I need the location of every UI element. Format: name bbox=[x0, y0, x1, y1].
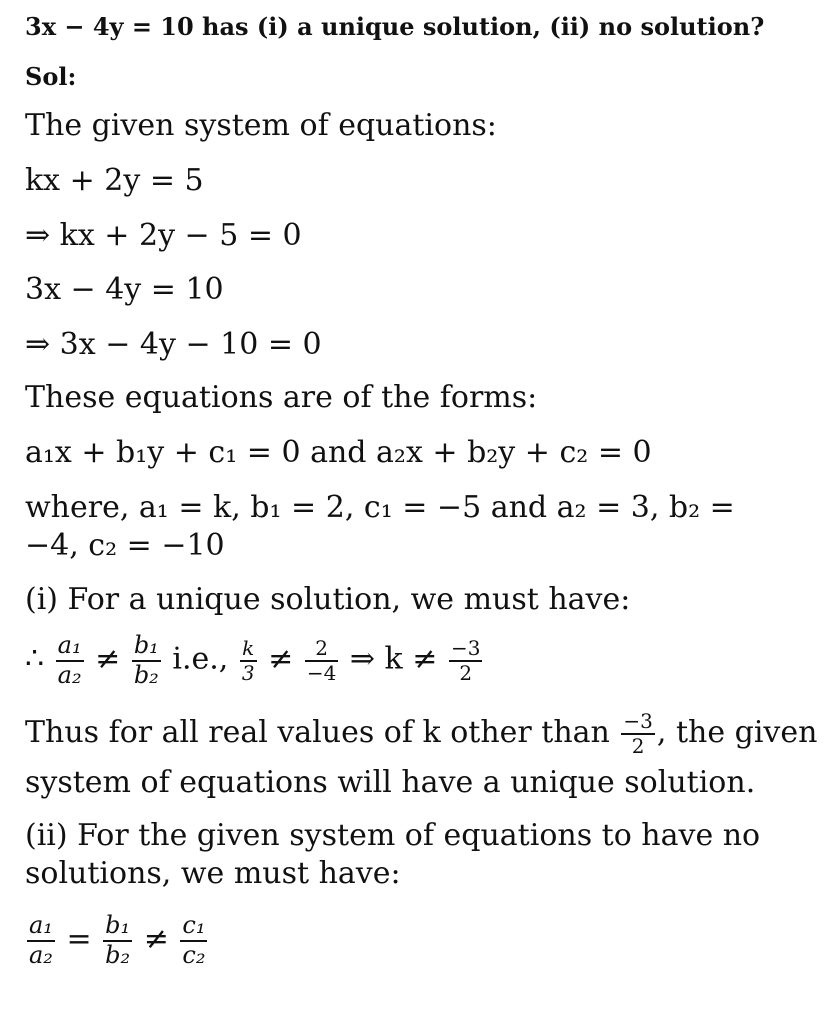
denominator: c₂ bbox=[182, 940, 206, 969]
general-forms: a₁x + b₁y + c₁ = 0 and a₂x + b₂y + c₂ = 0 bbox=[25, 435, 652, 470]
therefore-symbol: ∴ bbox=[25, 641, 45, 677]
not-equal-symbol: ≠ bbox=[95, 641, 121, 677]
solution-label: Sol: bbox=[25, 62, 77, 91]
numerator: 2 bbox=[305, 637, 338, 662]
denominator: b₂ bbox=[105, 940, 131, 969]
equation-1: kx + 2y = 5 bbox=[25, 163, 204, 198]
denominator: −4 bbox=[306, 660, 337, 685]
fraction-2-neg4 bbox=[305, 637, 338, 685]
fraction-c1-c2 bbox=[180, 912, 207, 969]
fraction-a1-a2 bbox=[56, 632, 84, 689]
forms-intro: These equations are of the forms: bbox=[25, 380, 538, 415]
denominator: 2 bbox=[459, 660, 473, 685]
numerator: −3 bbox=[450, 635, 481, 660]
fraction-neg3-2 bbox=[449, 637, 482, 685]
conclusion-1-line-2: system of equations will have a unique solution. bbox=[25, 765, 756, 800]
unique-condition bbox=[25, 632, 484, 689]
conclusion-text-tail: , the given bbox=[656, 715, 818, 750]
coefficients-line-2: −4, c₂ = −10 bbox=[25, 528, 225, 563]
numerator: k bbox=[240, 637, 257, 662]
result-text: ⇒ k ≠ bbox=[349, 641, 438, 677]
fraction-b1-b2 bbox=[103, 912, 132, 969]
denominator: b₂ bbox=[133, 660, 159, 689]
equation-2-standard: ⇒ 3x − 4y − 10 = 0 bbox=[25, 327, 322, 362]
numerator: b₁ bbox=[103, 912, 132, 942]
equation-2: 3x − 4y = 10 bbox=[25, 272, 224, 307]
numerator: a₁ bbox=[56, 632, 84, 662]
fraction-k-3 bbox=[240, 637, 257, 685]
denominator: 2 bbox=[631, 734, 645, 758]
numerator: c₁ bbox=[180, 912, 207, 942]
fraction-neg3-2 bbox=[621, 710, 654, 758]
ie-text: i.e., bbox=[172, 641, 229, 677]
not-equal-symbol: ≠ bbox=[143, 921, 169, 957]
denominator: a₂ bbox=[57, 660, 82, 689]
question-heading: 3x − 4y = 10 has (i) a unique solution, (ii) no solution? bbox=[25, 12, 765, 41]
denominator: 3 bbox=[241, 660, 255, 685]
part-1-title: (i) For a unique solution, we must have: bbox=[25, 582, 631, 617]
coefficients-line-1: where, a₁ = k, b₁ = 2, c₁ = −5 and a₂ = 3, b₂ = bbox=[25, 490, 735, 525]
numerator: b₁ bbox=[132, 632, 161, 662]
equation-1-standard: ⇒ kx + 2y − 5 = 0 bbox=[25, 218, 302, 253]
equal-symbol: = bbox=[66, 921, 92, 957]
conclusion-1-line-1 bbox=[25, 710, 817, 758]
denominator: a₂ bbox=[29, 940, 53, 969]
numerator: −3 bbox=[623, 709, 653, 733]
part-2-line-1: (ii) For the given system of equations to have no bbox=[25, 818, 761, 853]
fraction-a1-a2 bbox=[27, 912, 55, 969]
intro-text: The given system of equations: bbox=[25, 108, 497, 143]
conclusion-text: Thus for all real values of k other than bbox=[25, 715, 610, 750]
numerator: a₁ bbox=[27, 912, 55, 942]
part-2-line-2: solutions, we must have: bbox=[25, 856, 401, 891]
not-equal-symbol: ≠ bbox=[268, 641, 294, 677]
no-solution-condition bbox=[25, 912, 209, 969]
fraction-b1-b2 bbox=[132, 632, 161, 689]
